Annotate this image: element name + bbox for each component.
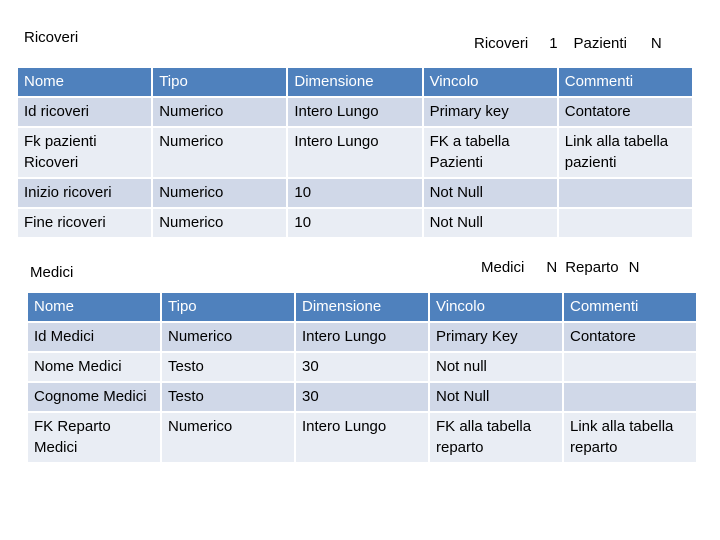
cell: Testo (162, 353, 294, 381)
table-row (18, 98, 692, 126)
cell: Fine ricoveri (18, 209, 151, 237)
cell: Not null (430, 353, 562, 381)
cell: Primary Key (430, 323, 562, 351)
relation-entity: Reparto (565, 259, 619, 276)
cell: Primary key (424, 98, 557, 126)
cell: Cognome Medici (28, 383, 160, 411)
table-header-row (18, 68, 692, 96)
table-medici (26, 291, 698, 464)
cell: Id Medici (28, 323, 160, 351)
cell: Not Null (424, 209, 557, 237)
cell: Intero Lungo (296, 323, 428, 351)
cell: Numerico (153, 179, 286, 207)
cell: Testo (162, 383, 294, 411)
relation-cardinality: N (546, 259, 558, 276)
column-header: Commenti (564, 293, 696, 321)
column-header: Dimensione (288, 68, 421, 96)
relation-ricoveri-pazienti (474, 35, 662, 52)
column-header: Nome (28, 293, 160, 321)
cell: Contatore (559, 98, 692, 126)
cell: Not Null (430, 383, 562, 411)
section-title-medici: Medici (30, 264, 74, 281)
table-row (18, 179, 692, 207)
table-ricoveri (16, 66, 694, 239)
cell (559, 179, 692, 207)
cell: Inizio ricoveri (18, 179, 151, 207)
table-row (28, 353, 696, 381)
cell: Numerico (153, 128, 286, 177)
cell: FK a tabella Pazienti (424, 128, 557, 177)
cell: Contatore (564, 323, 696, 351)
table-row (18, 128, 692, 177)
cell: 10 (288, 179, 421, 207)
relation-entity: Medici (481, 259, 525, 276)
relation-entity: Pazienti (573, 35, 627, 52)
column-header: Tipo (162, 293, 294, 321)
cell: Link alla tabella reparto (564, 413, 696, 462)
column-header: Vincolo (424, 68, 557, 96)
table-row (18, 209, 692, 237)
column-header: Tipo (153, 68, 286, 96)
cell: Not Null (424, 179, 557, 207)
cell: FK alla tabella reparto (430, 413, 562, 462)
cell: Id ricoveri (18, 98, 151, 126)
section-title-ricoveri: Ricoveri (24, 29, 79, 46)
table-header-row (28, 293, 696, 321)
column-header: Commenti (559, 68, 692, 96)
cell: Fk pazienti Ricoveri (18, 128, 151, 177)
relation-medici-reparto (481, 259, 639, 276)
cell: 10 (288, 209, 421, 237)
cell: Intero Lungo (296, 413, 428, 462)
column-header: Nome (18, 68, 151, 96)
cell: Numerico (153, 209, 286, 237)
relation-cardinality: 1 (549, 35, 558, 52)
cell: Numerico (162, 323, 294, 351)
table-row (28, 413, 696, 462)
cell: 30 (296, 383, 428, 411)
column-header: Dimensione (296, 293, 428, 321)
relation-entity: Ricoveri (474, 35, 529, 52)
relation-cardinality: N (650, 35, 662, 52)
cell: FK Reparto Medici (28, 413, 160, 462)
cell: Link alla tabella pazienti (559, 128, 692, 177)
cell: 30 (296, 353, 428, 381)
cell (564, 383, 696, 411)
table-row (28, 383, 696, 411)
relation-cardinality: N (628, 259, 640, 276)
cell (564, 353, 696, 381)
cell: Intero Lungo (288, 98, 421, 126)
cell (559, 209, 692, 237)
column-header: Vincolo (430, 293, 562, 321)
cell: Numerico (162, 413, 294, 462)
cell: Numerico (153, 98, 286, 126)
cell: Intero Lungo (288, 128, 421, 177)
cell: Nome Medici (28, 353, 160, 381)
table-row (28, 323, 696, 351)
